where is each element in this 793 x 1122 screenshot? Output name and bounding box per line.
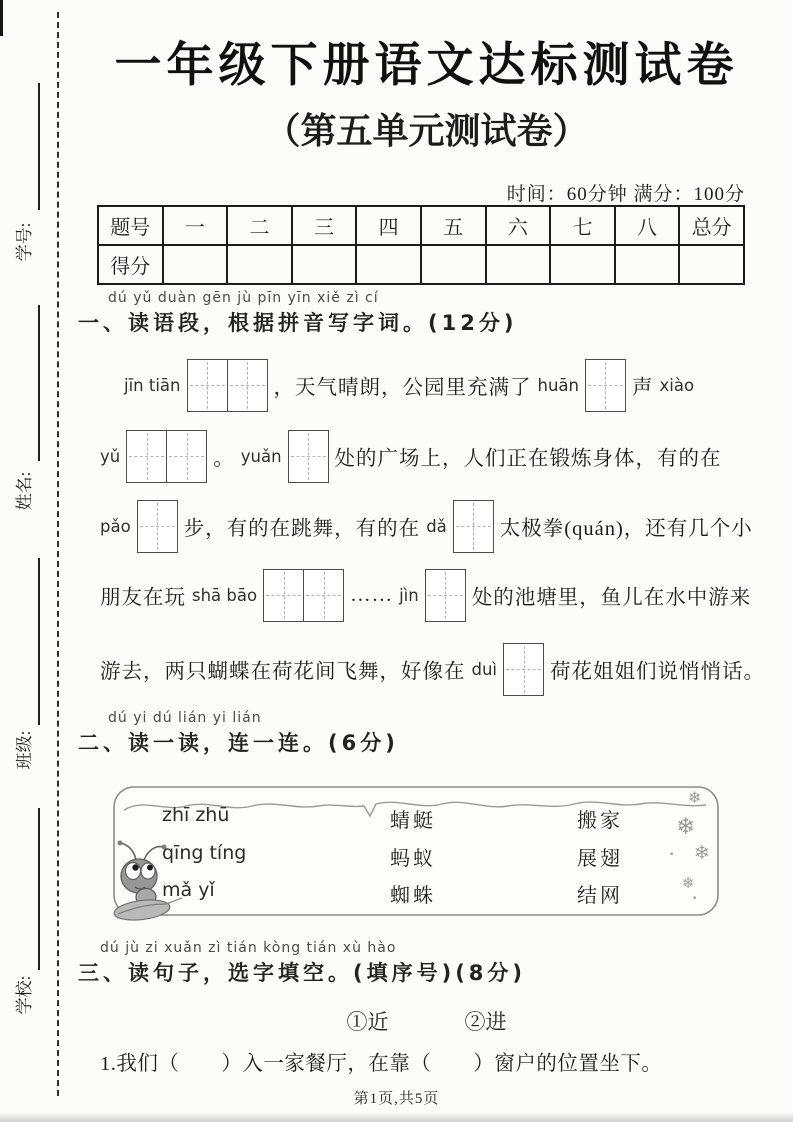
score-table-column: 一 — [163, 206, 228, 245]
numbered-character-option: ②进 — [464, 1010, 507, 1034]
passage-text: 处的广场上，人们正在锻炼身体，有的在 — [334, 448, 722, 470]
section-one-title: 一、读语段，根据拼音写字词。(12分) — [78, 311, 518, 335]
margin-dashed-divider — [57, 12, 59, 1096]
question-1: 1.我们（ ）入一家餐厅，在靠（ ）窗户的位置坐下。 — [100, 1053, 663, 1075]
section-three-pinyin: dú jù zi xuǎn zì tián kòng tián xù hào — [100, 940, 397, 956]
section-one-heading — [78, 290, 517, 337]
dot-decoration: • — [669, 850, 675, 860]
passage-line — [100, 632, 773, 706]
score-table-column: 七 — [550, 206, 615, 245]
score-table-column: 五 — [421, 206, 486, 245]
pinyin-hint: dǎ — [426, 516, 447, 536]
sidebar-field-label: 学校: — [15, 975, 34, 1015]
passage-line — [100, 558, 773, 632]
page-subtitle: （第五单元测试卷） — [264, 111, 589, 151]
answer-box[interactable] — [137, 500, 178, 553]
passage-text: 荷花姐姐们说悄悄话。 — [550, 661, 766, 683]
score-input-cell[interactable] — [163, 245, 228, 284]
passage-line — [100, 419, 773, 493]
score-table-column: 四 — [356, 206, 421, 245]
passage-text: 游去，两只蝴蝶在荷花间飞舞，好像在 — [100, 661, 466, 683]
score-table-column: 八 — [615, 206, 680, 245]
sidebar-fill-line — [38, 305, 40, 461]
passage-text: 。 — [213, 448, 235, 470]
tianzige-cell[interactable] — [264, 570, 303, 621]
pinyin-hint: yǔ — [100, 446, 121, 466]
match-animal-word[interactable]: 蚂蚁 — [390, 848, 436, 870]
tianzige-cell[interactable] — [303, 570, 343, 621]
page-number: 第1页,共5页 — [353, 1091, 440, 1107]
passage-text: 太极拳(quán)，还有几个小 — [499, 518, 753, 540]
pinyin-hint: jìn — [399, 585, 419, 605]
score-input-cell[interactable] — [679, 245, 744, 284]
snowflake-icon: ❄ — [676, 814, 696, 840]
section-three-title: 三、读句子，选字填空。(填序号)(8分) — [78, 961, 527, 985]
passage-text: ，天气晴朗，公园里充满了 — [273, 377, 532, 399]
answer-box[interactable] — [288, 430, 329, 483]
score-input-cell[interactable] — [486, 245, 551, 284]
section-two-heading — [78, 710, 399, 757]
tianzige-cell[interactable] — [166, 431, 206, 482]
score-table-header-label: 题号 — [98, 206, 163, 245]
answer-box[interactable] — [503, 643, 544, 696]
section-two-title: 二、读一读，连一连。(6分) — [78, 731, 399, 755]
matching-exercise-box — [112, 782, 720, 919]
pinyin-hint: jīn tiān — [124, 375, 181, 395]
sidebar-fill-line — [38, 558, 40, 725]
passage-text: …… — [350, 583, 394, 606]
score-table-column: 六 — [486, 206, 551, 245]
pinyin-hint: huān — [537, 375, 579, 395]
pinyin-hint: xiào — [659, 375, 695, 395]
score-input-cell[interactable] — [356, 245, 421, 284]
passage-text: 处的池塘里，鱼儿在水中游来 — [471, 587, 752, 609]
score-input-cell[interactable] — [227, 245, 292, 284]
answer-box[interactable] — [453, 500, 494, 553]
match-action-word[interactable]: 搬家 — [577, 810, 623, 832]
pinyin-hint: shā bāo — [192, 585, 258, 605]
pinyin-hint: yuǎn — [240, 446, 282, 466]
snowflake-icon: ❄ — [682, 874, 695, 892]
numbered-character-option: ①近 — [346, 1010, 389, 1034]
tianzige-cell[interactable] — [188, 360, 227, 411]
score-table-column: 三 — [292, 206, 357, 245]
match-pinyin-word[interactable]: qīng tíng — [162, 842, 247, 864]
answer-box[interactable] — [425, 569, 466, 622]
answer-box[interactable] — [585, 359, 626, 412]
sidebar-field-label: 班级: — [15, 730, 34, 770]
section-one-pinyin: dú yǔ duàn gēn jù pīn yīn xiě zì cí — [108, 290, 379, 306]
page-title: 一年级下册语文达标测试卷 — [114, 40, 739, 92]
score-input-cell[interactable] — [615, 245, 680, 284]
tianzige-cell[interactable] — [454, 501, 493, 552]
dot-decoration: • — [692, 894, 698, 904]
score-row-label: 得分 — [98, 245, 163, 284]
section-two-pinyin: dú yi dú lián yi lián — [108, 710, 262, 726]
score-input-cell[interactable] — [421, 245, 486, 284]
match-animal-word[interactable]: 蜘蛛 — [390, 885, 436, 907]
score-table-column: 总分 — [679, 206, 744, 245]
pinyin-hint: pǎo — [100, 516, 131, 536]
match-action-word[interactable]: 结网 — [577, 885, 623, 907]
section-three-heading — [78, 940, 526, 987]
character-options — [60, 1006, 793, 1036]
tianzige-cell[interactable] — [426, 570, 465, 621]
answer-box[interactable] — [263, 569, 344, 622]
passage-text: 声 — [631, 377, 654, 399]
pinyin-hint: duì — [471, 659, 498, 679]
exam-time-score-info: 时间：60分钟 满分：100分 — [506, 184, 745, 205]
answer-box[interactable] — [126, 430, 207, 483]
match-animal-word[interactable]: 蜻蜓 — [390, 810, 436, 832]
tianzige-cell[interactable] — [138, 501, 177, 552]
tianzige-cell[interactable] — [127, 431, 166, 482]
match-action-word[interactable]: 展翅 — [577, 848, 623, 870]
tianzige-cell[interactable] — [504, 644, 543, 695]
sidebar-field-label: 姓名: — [15, 471, 34, 511]
tianzige-cell[interactable] — [586, 360, 625, 411]
score-input-cell[interactable] — [292, 245, 357, 284]
match-pinyin-word[interactable]: zhī zhū — [162, 804, 230, 826]
passage-text: 朋友在玩 — [100, 587, 186, 609]
match-pinyin-word[interactable]: mǎ yǐ — [162, 879, 215, 901]
passage-text: 步，有的在跳舞，有的在 — [183, 518, 421, 540]
scan-bottom-shadow — [0, 1112, 793, 1122]
score-table-column: 二 — [227, 206, 292, 245]
answer-box[interactable] — [187, 359, 268, 412]
score-table — [97, 205, 745, 285]
snowflake-icon: ❄ — [688, 788, 702, 807]
score-input-cell[interactable] — [550, 245, 615, 284]
sidebar-field-label: 学号: — [15, 222, 34, 262]
passage-line — [100, 348, 773, 422]
sidebar-fill-line — [38, 808, 40, 970]
sidebar-fill-line — [38, 83, 40, 210]
scan-edge-mark — [0, 0, 3, 36]
snowflake-icon: ❄ — [694, 842, 710, 864]
tianzige-cell[interactable] — [289, 431, 328, 482]
passage-line — [100, 489, 773, 563]
tianzige-cell[interactable] — [227, 360, 267, 411]
